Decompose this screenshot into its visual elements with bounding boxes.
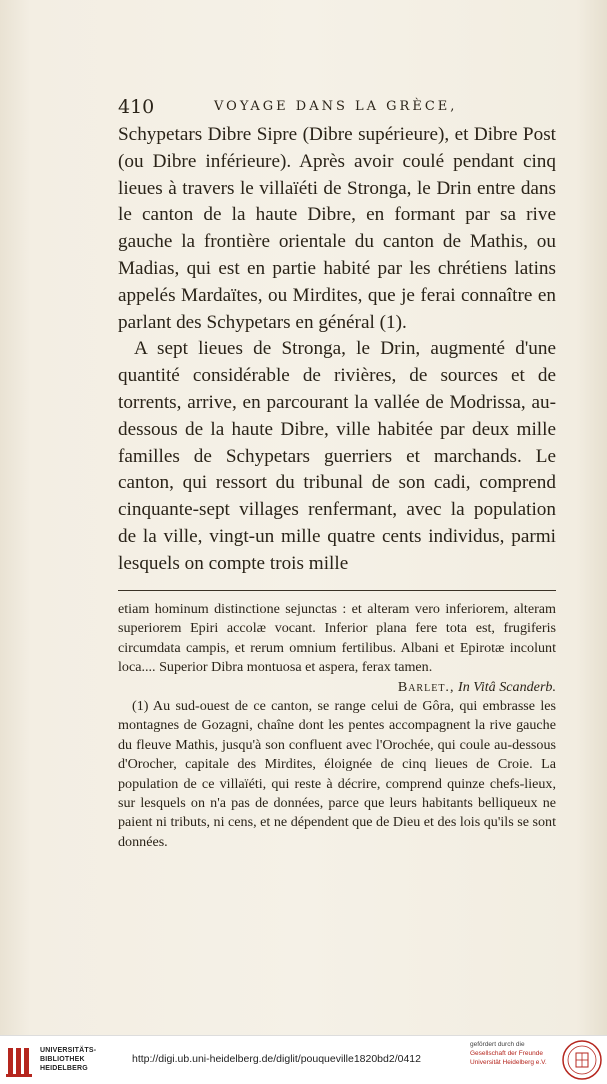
library-name-line: HEIDELBERG (40, 1065, 88, 1072)
sponsor-line: gefördert durch die (470, 1041, 525, 1048)
sponsor-line: Universität Heidelberg e.V. (470, 1059, 547, 1066)
library-name-line: BIBLIOTHEK (40, 1056, 85, 1063)
footnote-1: (1) Au sud-ouest de ce canton, se range celui de Gôra, qui embrasse les montagnes de Gozagni, chaîne dont les pentes accompagnent la rive gauche du fleuve Mathis, jusqu'à son confluent avec l'Orochée, qui coule au-dessous d'Orocher, capitale des Mirdites, éloignée de cinq lieues de Croie. La population de ce villaïéti, qui reste à décrire, comprend quinze chefs-lieux, sur lesquels on n'a pas de données, parce que leurs habitants belliqueux ne paient ni tributs, ni cens, et ne dépendent que de Dieu et des lois qu'ils se sont données. (118, 698, 556, 850)
permalink-url[interactable]: http://digi.ub.uni-heidelberg.de/diglit/pouqueville1820bd2/0412 (132, 1053, 421, 1065)
main-text (118, 122, 556, 578)
citation (118, 678, 556, 697)
running-title: VOYAGE DANS LA GRÈCE, (214, 99, 458, 114)
library-emblem-icon (6, 1044, 34, 1078)
footnote-separator (118, 590, 556, 591)
citation-author: Barlet., (397, 678, 455, 695)
university-seal-icon (562, 1040, 602, 1080)
citation-source: In Vitâ Scanderb. (458, 678, 556, 695)
page-number: 410 (118, 96, 155, 118)
sponsor-credit[interactable] (470, 1040, 547, 1067)
library-name-line: UNIVERSITÄTS- (40, 1047, 97, 1054)
viewer-footer (0, 1035, 607, 1084)
footnotes (118, 600, 556, 852)
library-logo[interactable] (6, 1044, 116, 1078)
page-header (118, 96, 558, 120)
paragraph: A sept lieues de Stronga, le Drin, augmenté d'une quantité considérable de rivières, de sources et de torrents, arrive, en parcourant la vallée de Modrissa, au-dessous de la haute Dibre, ville habitée par deux mille familles de Schypetars guerriers et marchands. Le canton, qui ressort du tribunal de son cadi, comprend cinquante-sept villages renfermant, avec la population de la ville, vingt-un mille quatre cents individus, parmi lesquels on compte trois mille (118, 338, 556, 574)
sponsor-line: Gesellschaft der Freunde (470, 1050, 543, 1057)
latin-quote: etiam hominum distinctione sejunctas : et alteram vero inferiorem, alteram superiorem Epiri accolæ vocant. Inferior plana fere tota est, frugiferis circumdata campis, et rerum omnium fertilibus. Albani et Epirotæ incolunt loca.... Superior Dibra montuosa et aspera, ferax tamen. (118, 601, 556, 676)
paragraph: Schypetars Dibre Sipre (Dibre supérieure), et Dibre Post (ou Dibre inférieure). Après avoir coulé pendant cinq lieues à travers le villaïéti de Stronga, le Drin entre dans le canton de la haute Dibre, en formant par sa rive gauche la frontière orientale du canton de Mathis, ou Madias, qui est en partie habité par les chrétiens latins appelés Mardaïtes, ou Mirdites, que je ferai connaître en parlant des Schypetars en général (1). (118, 124, 556, 333)
